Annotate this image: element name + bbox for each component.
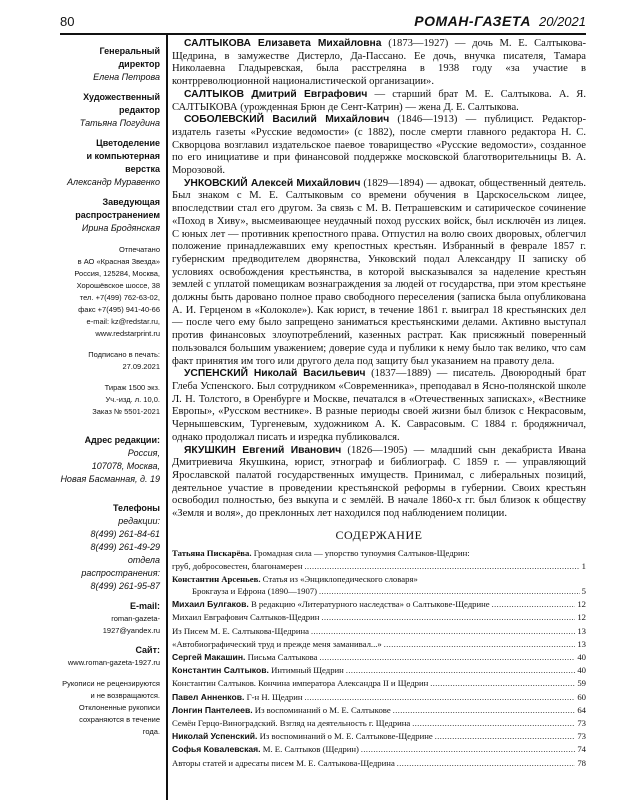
bio-entry-name: САЛТЫКОВ Дмитрий Евграфович [184,88,368,100]
toc-leader-dots [305,561,580,573]
toc-entry-title [172,560,303,572]
toc-entry-text: «Автобиографический труд и прежде меня заманивал...» [172,638,382,649]
toc-entry-text: Статья из «Энциклопедического словаря» [260,573,418,584]
toc-entry-title [172,598,490,610]
toc-entry[interactable] [172,757,586,770]
toc-leader-dots [319,652,575,664]
toc-entry-text: В редакцию «Литературного наследства» о Салтыкове-Щедрине [248,599,490,610]
imprint-line: факс +7(495) 941-40-66 [78,305,160,314]
toc-entry-text: Брокгауза и Ефрона (1890—1907) [192,586,318,597]
imprint-line: Тираж 1500 экз. [104,383,160,392]
toc-page-number: 59 [577,678,586,689]
toc-entry-author: Константин Салтыков. [172,665,269,676]
toc-entry[interactable] [172,717,586,730]
toc-page-number: 78 [577,757,586,768]
imprint-line: в АО «Красная Звезда» [77,257,160,266]
toc-page-number: 74 [577,744,586,755]
sidebar-spacer [60,373,160,382]
table-of-contents [172,547,586,769]
toc-entry-title [172,743,359,755]
toc-entry-title [172,691,303,703]
bio-entry-name: САЛТЫКОВА Елизавета Михайловна [184,38,382,49]
toc-leader-dots [435,731,576,743]
toc-entry[interactable] [172,743,586,756]
imprint-line: Александр Муравенко [67,177,160,187]
imprint-line: E-mail: [129,601,160,611]
toc-entry-title [172,677,428,689]
toc-entry[interactable] [172,638,586,651]
toc-entry-title [172,717,410,729]
bio-entry [172,114,586,178]
toc-entry-title [172,651,317,663]
toc-entry-title [172,625,309,637]
toc-entry-text: Михаил Евграфович Салтыков-Щедрин [172,612,320,623]
toc-entry-author: Лонгин Пантелеев. [172,704,253,715]
imprint-line: Отклоненные рукописи [78,703,160,712]
toc-entry[interactable] [172,573,586,585]
imprint-line: отдела распространения: [81,555,160,578]
header-rule [60,33,586,35]
page-header [60,14,586,34]
imprint-sidebar [60,38,160,738]
imprint-line: и не возвращаются. [90,691,160,700]
toc-entry-title [172,704,391,716]
toc-entry-title [192,585,317,597]
imprint-line: распространением [75,210,160,220]
toc-entry-title [172,611,319,623]
column-divider [166,33,168,800]
toc-page-number: 13 [577,638,586,649]
bio-entry-name: УНКОВСКИЙ Алексей Михайлович [184,177,361,189]
imprint-line: e-mail: kz@redstar.ru, [86,317,160,326]
imprint-line: директор [118,59,160,69]
bio-entry-text: (1873—1927) — дочь М. Е. Салтыкова-Щедрина, в замужестве Дистерло, Да-Пассано. Ее дочь, внучка писателя, Тамара Николаевна Гладыревская, была расстреляна в 1938 году «за участие в контрреволюционной националистической организации». [172,38,586,88]
toc-entry-text: Громадная сила — упорство тупоумия Салтыков-Щедрин: [251,548,470,559]
imprint-line: Ирина Бродянская [81,223,160,233]
toc-page-number: 12 [577,612,586,623]
toc-entry-author: Михаил Булгаков. [172,599,249,610]
toc-entry-author: Софья Ковалевская. [172,744,261,755]
imprint-line: Елена Петрова [93,72,160,82]
bio-entry-text: — старший брат М. Е. Салтыкова. А. Я. САЛТЫКОВА (урожденная Брюн де Сент-Катрин) — жена Д. Е. Салтыкова. [172,88,586,113]
toc-title: СОДЕРЖАНИЕ [335,527,423,542]
toc-entry-author: Константин Арсеньев. [172,573,261,584]
toc-entry-text: Г-н Н. Щедрин [244,691,303,702]
imprint-line: Уч.-изд. л. 10,0. [105,395,160,404]
imprint-line: Татьяна Погудина [79,118,160,128]
toc-entry-title [172,574,418,584]
imprint-line: www.roman-gazeta-1927.ru [67,658,160,667]
bio-entry [172,38,586,89]
toc-page-number: 40 [577,652,586,663]
toc-page-number: 40 [577,665,586,676]
toc-leader-dots [311,626,575,638]
biographical-entries [172,38,586,521]
imprint-line: 8(499) 261-84-61 [90,529,160,539]
imprint-line: Заведующая [102,197,160,207]
toc-leader-dots [397,758,576,770]
issue-number: 20/2021 [539,14,586,29]
toc-entry-title [172,548,470,558]
toc-page-number: 5 [581,586,586,597]
toc-entry[interactable] [172,611,586,624]
toc-page-number: 1 [581,560,586,571]
bio-entry-text: (1837—1889) — писатель. Двоюродный брат Глеба Успенского. Был сотрудником «Современника», преподавал в Ясно-полянской школе Л. Н. Толстого, в Оренбурге и Москве, печатался в «Отечественных записках», «Вестнике Европы», «Русском вестнике». В разные периоды своей жизни был близок с Некрасовым, Чернышевским, Тургеневым, художником А. К. Саврасовым. С 1884 г. бродяжничал, однако продолжал писать и изредка публиковался. [172,368,586,443]
toc-entry[interactable] [172,664,586,677]
imprint-line: Адрес редакции: [84,435,160,445]
imprint-line: Новая Басманная, д. 19 [60,474,160,484]
sidebar-spacer [60,669,160,678]
journal-title: РОМАН-ГАЗЕТА [414,13,531,29]
toc-entry-text: Интимный Щедрин [268,665,344,676]
toc-entry-text: Из воспоминаний о М. Е. Салтыкове [252,704,391,715]
toc-entry-text: М. Е. Салтыков (Щедрин) [260,744,359,755]
bio-entry-name: СОБОЛЕВСКИЙ Василий Михайлович [184,114,390,126]
toc-entry-text: Из воспоминаний о М. Е. Салтыкове-Щедрине [257,731,433,742]
toc-entry-text: Авторы статей и адресаты писем М. Е. Салтыкова-Щедрина [172,757,395,768]
imprint-line: Россия, [127,448,160,458]
imprint-line: Заказ № 5501-2021 [92,407,160,416]
toc-entry-title [172,638,382,650]
bio-entry-text: (1829—1894) — адвокат, общественный деятель. Был знаком с М. Е. Салтыковым со времени обучения в Царскосельском лицее, впоследствии стал его другом. За связь с М. В. Петрашевским и сатирическое сочинение «Поход в Хиву», высмеивающее неудачный поход русских войск, был исключён из лицея. С юных лет — противник крепостного права. Отпустил на волю своих дворовых, облегчил положение принадлежавших ему крепостных крестьян. Избранный в феврале 1857 г. губернским предводителем дворянства, Унковский подал Александру II записку об условиях освобождения крестьянства, в которой высказывался за наделение крестьян землей с уплатой помещикам вознаграждения за людей от государства, при этом крестьяне должны быть даровано полное право свободного переселения (записка была опубликована А. И. Герценом в «Колоколе»). Как юрист, в течение 1861 г. выиграл 18 крестьянских дел — после чего ему было запрещено заниматься крестьянскими делами. Активно выступал против финансовых злоупотреблений, казенных растрат. Как присяжный поверенный пользовался большим уважением; доверие суда и публики к нему было так велико, что сам факт принятия им того или другого дела под защиту был указанием на правоту дела. [172,177,587,367]
toc-entry-text: Семён Герцо-Виноградский. Взгляд на деятельность г. Щедрина [172,718,411,729]
imprint-line: и компьютерная [86,151,160,161]
bio-entry-name: ЯКУШКИН Евгений Иванович [184,444,342,456]
toc-entry[interactable] [172,704,586,717]
toc-entry[interactable] [172,677,586,690]
toc-entry-text: груб, добросовестен, благонамерен [172,560,303,571]
sidebar-spacer [60,235,160,244]
toc-leader-dots [393,705,576,717]
imprint-line: 8(499) 261-49-29 [90,542,160,552]
imprint-line: верстка [125,164,160,174]
imprint-line: Генеральный [99,46,160,56]
bio-entry [172,178,586,369]
toc-entry-text: Из Писем М. Е. Салтыкова-Щедрина [172,625,309,636]
toc-leader-dots [430,678,575,690]
toc-entry[interactable] [172,651,586,664]
toc-leader-dots [321,612,575,624]
toc-entry[interactable] [172,691,586,704]
toc-leader-dots [346,665,575,677]
toc-leader-dots [492,599,576,611]
imprint-line: Рукописи не рецензируются [62,679,160,688]
imprint-line: 8(499) 261-95-87 [90,581,160,591]
toc-leader-dots [384,639,576,651]
imprint-line: Хорошёвское шоссе, 38 [76,281,160,290]
imprint-line: www.redstarprint.ru [95,329,160,338]
imprint-line: Цветоделение [96,138,160,148]
toc-leader-dots [361,744,575,756]
toc-entry-author: Сергей Макашин. [172,652,246,663]
imprint-line: Россия, 125284, Москва, [74,269,160,278]
imprint-line: Сайт: [135,645,160,655]
toc-entry-text: Письма Салтыкова [245,652,318,663]
toc-entry[interactable] [172,560,586,573]
toc-page-number: 73 [577,718,586,729]
bio-entry [172,368,586,444]
bio-entry [172,445,586,521]
toc-entry-title [172,730,433,742]
imprint-line: сохраняются в течение года. [79,715,160,736]
toc-entry-title [172,664,344,676]
imprint-line: тел. +7(499) 762-63-02, [79,293,160,302]
main-column [172,38,586,770]
bio-entry-text: (1846—1913) — публицист. Редактор-издатель газеты «Русские ведомости» (с 1882), после смерти главного редактора Н. С. Скворцова возглавил издательское паевое товарищество «Русские ведомости», созданное по его инициативе и при финансовой поддержке московской благотворительницы В. А. Морозовой. [172,114,587,177]
toc-page-number: 73 [577,731,586,742]
bio-entry-text: (1826—1905) — младший сын декабриста Ивана Дмитриевича Якушкина, юрист, этнограф и библиограф. С 1859 г. — управляющий Ярославской палатой государственных имуществ. Принимал, с либеральных позиций, деятельное участие в проведении крестьянской реформы в губернии. Своих крестьян освободил полностью, без выкупа и с землёй. В начале 1860-х гг. был близок к обществу «Земля и воля», до преклонных лет находился под наблюдением полиции. [172,444,586,520]
toc-entry-title [172,757,395,769]
toc-leader-dots [319,586,580,598]
toc-entry[interactable] [172,585,586,598]
toc-page-number: 64 [577,704,586,715]
imprint-line: 27.09.2021 [122,362,160,371]
imprint-line: Художественный [83,92,160,102]
imprint-line: roman-gazeta-1927@yandex.ru [102,614,160,635]
toc-entry[interactable] [172,598,586,611]
bio-entry [172,89,586,114]
sidebar-spacer [60,486,160,495]
bio-entry-name: УСПЕНСКИЙ Николай Васильевич [184,368,366,380]
toc-entry-author: Николай Успенский. [172,731,258,742]
toc-leader-dots [412,718,575,730]
toc-entry-author: Татьяна Пискарёва. [172,548,252,559]
toc-entry[interactable] [172,625,586,638]
imprint-line: Телефоны [112,503,160,513]
toc-page-number: 60 [577,691,586,702]
sidebar-spacer [60,418,160,427]
imprint-line: редактор [118,105,160,115]
toc-page-number: 13 [577,625,586,636]
toc-entry-text: Константин Салтыков. Кончина императора Александра II и Щедрин [172,678,429,689]
toc-entry[interactable] [172,730,586,743]
toc-entry[interactable] [172,547,586,559]
toc-page-number: 12 [577,599,586,610]
imprint-line: редакции: [118,516,160,526]
imprint-line: 107078, Москва, [91,461,160,471]
toc-leader-dots [305,692,576,704]
imprint-line: Подписано в печать: [88,350,160,359]
toc-entry-author: Павел Анненков. [172,691,245,702]
imprint-line: Отпечатано [118,245,160,254]
page-number: 80 [60,14,75,29]
sidebar-spacer [60,340,160,349]
